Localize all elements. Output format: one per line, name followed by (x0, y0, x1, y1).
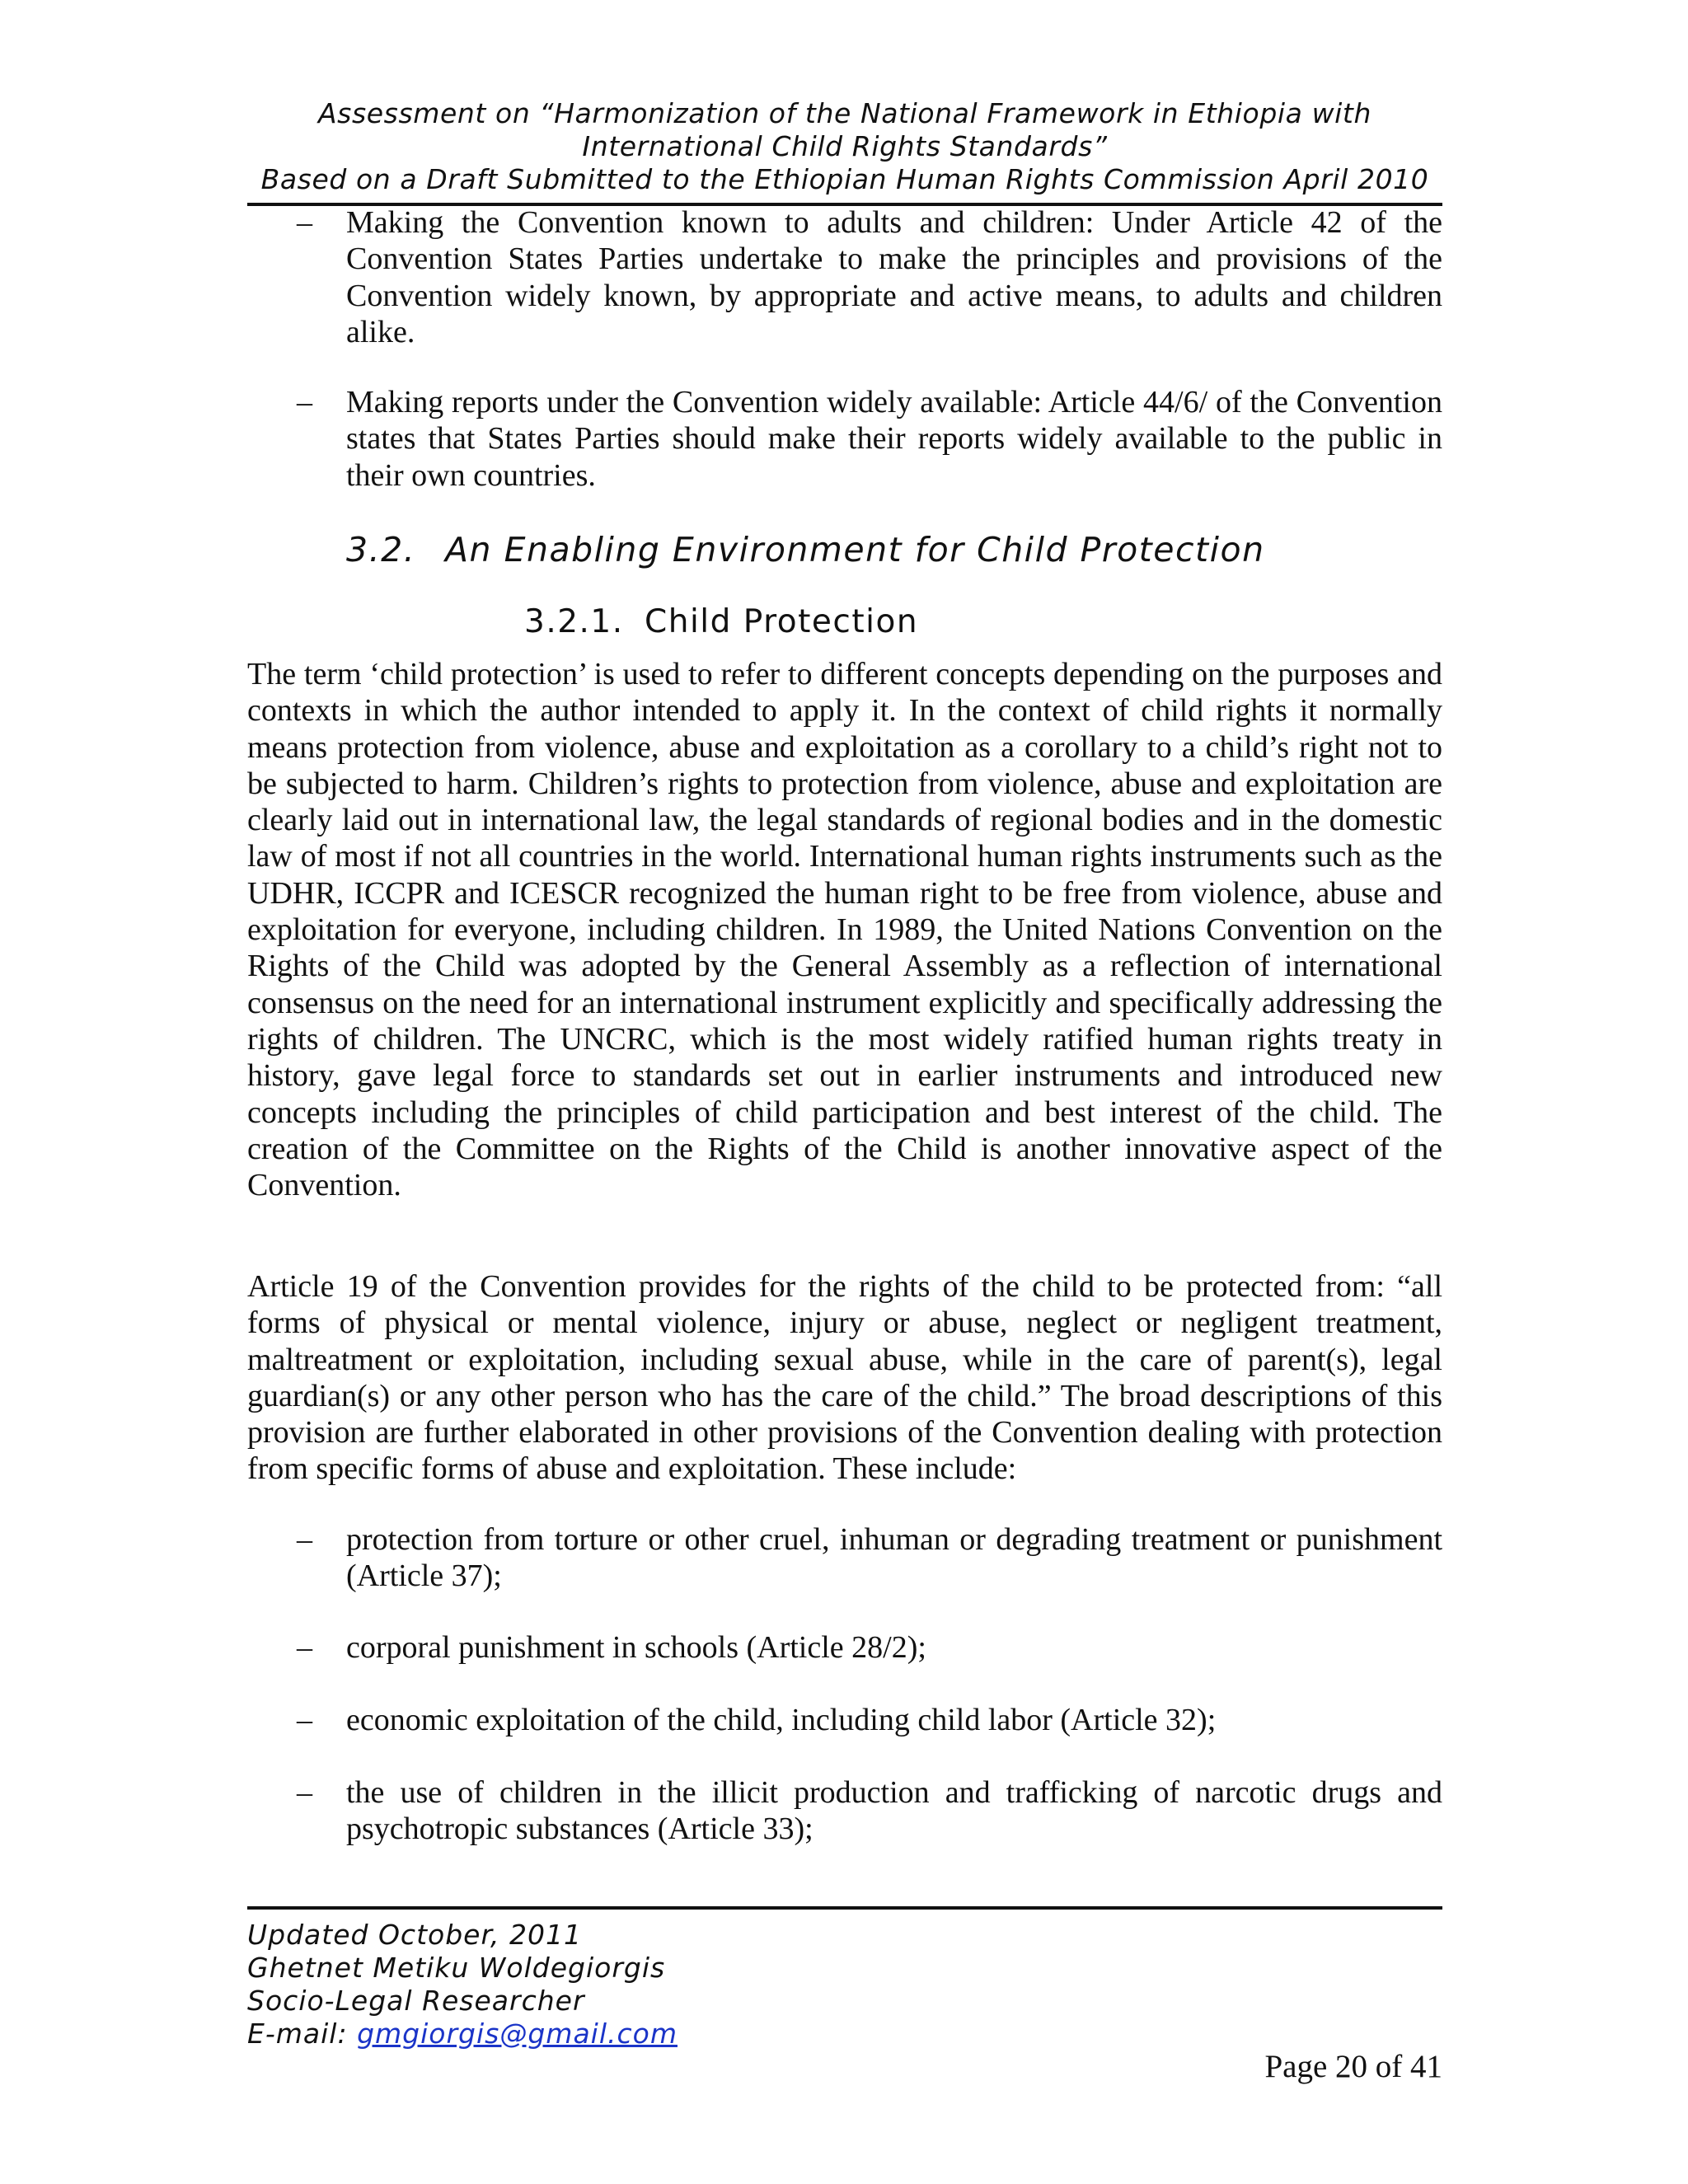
bullet-dash: – (297, 385, 312, 419)
list-item (247, 1702, 1442, 1738)
footer-email-line (247, 2018, 678, 2050)
footer-role: Socio-Legal Researcher (247, 1985, 585, 2017)
list-item-text: Making reports under the Convention widely available: Article 44/6/ of the Convention states that States Parties should make their reports widely available to the public in their own countries. (346, 385, 1442, 493)
list-item (247, 1629, 1442, 1666)
body-paragraph: Article 19 of the Convention provides for the rights of the child to be protected from: “all forms of physical or mental violence, injury or abuse, neglect or negligent treatment, maltreatment or exploitation, including sexual abuse, while in the care of parent(s), legal guardian(s) or any other person who has the care of the child.” The broad descriptions of this provision are further elaborated in other provisions of the Convention dealing with protection from specific forms of abuse and exploitation. These include: (247, 1269, 1442, 1487)
footer-divider (247, 1906, 1442, 1910)
page-number: Page 20 of 41 (1264, 2049, 1442, 2084)
list-item-text: corporal punishment in schools (Article 28/2); (346, 1630, 926, 1665)
body-paragraph: The term ‘child protection’ is used to refer to different concepts depending on the purposes and contexts in which the author intended to apply it. In the context of child rights it normally means protection from violence, abuse and exploitation as a corollary to a child’s right not to be subjected to harm. Children’s rights to protection from violence, abuse and exploitation are clearly laid out in international law, the legal standards of regional bodies and in the domestic law of most if not all countries in the world. International human rights instruments such as the UDHR, ICCPR and ICESCR recognized the human right to be free from violence, abuse and exploitation for everyone, including children. In 1989, the United Nations Convention on the Rights of the Child was adopted by the General Assembly as a reflection of international consensus on the need for an international instrument explicitly and specifically addressing the rights of children. The UNCRC, which is the most widely ratified human rights treaty in history, gave legal force to standards set out in earlier instruments and introduced new concepts including the principles of child participation and best interest of the child. The creation of the Committee on the Rights of the Child is another innovative aspect of the Convention. (247, 657, 1442, 1203)
list-item (247, 1774, 1442, 1848)
section-title: An Enabling Environment for Child Protection (445, 530, 1265, 569)
list-item-text: the use of children in the illicit production and trafficking of narcotic drugs and psychotropic substances (Article 33); (346, 1775, 1442, 1847)
section-number: 3.2. (346, 530, 416, 569)
footer-email-label: E-mail: (247, 2018, 358, 2050)
section-heading (346, 527, 1265, 572)
list-item-text: economic exploitation of the child, including child labor (Article 32); (346, 1703, 1217, 1737)
list-item (247, 1521, 1442, 1595)
subsection-number: 3.2.1. (524, 603, 624, 640)
list-item-text: protection from torture or other cruel, inhuman or degrading treatment or punishment (Article 37); (346, 1522, 1442, 1594)
subsection-title: Child Protection (645, 603, 919, 640)
bullet-dash: – (297, 205, 312, 240)
header-line-2: International Child Rights Standards” (582, 130, 1108, 162)
footer-updated: Updated October, 2011 (247, 1919, 582, 1951)
footer-author: Ghetnet Metiku Woldegiorgis (247, 1952, 666, 1984)
email-link[interactable]: gmgiorgis@gmail.com (357, 2018, 678, 2050)
header-line-3: Based on a Draft Submitted to the Ethiopian Human Rights Commission April 2010 (260, 163, 1429, 195)
list-item (247, 204, 1442, 350)
running-footer (247, 1919, 678, 2050)
bullet-dash: – (297, 1775, 312, 1810)
subsection-heading (524, 601, 918, 644)
bullet-dash: – (297, 1522, 312, 1557)
header-line-1: Assessment on “Harmonization of the National Framework in Ethiopia with (318, 97, 1372, 129)
bullet-dash: – (297, 1630, 312, 1665)
list-item-text: Making the Convention known to adults and children: Under Article 42 of the Convention States Parties undertake to make the principles and provisions of the Convention widely known, by appropriate and active means, to adults and children alike. (346, 205, 1442, 349)
bullet-dash: – (297, 1703, 312, 1737)
list-item (247, 384, 1442, 494)
running-header (247, 97, 1442, 196)
